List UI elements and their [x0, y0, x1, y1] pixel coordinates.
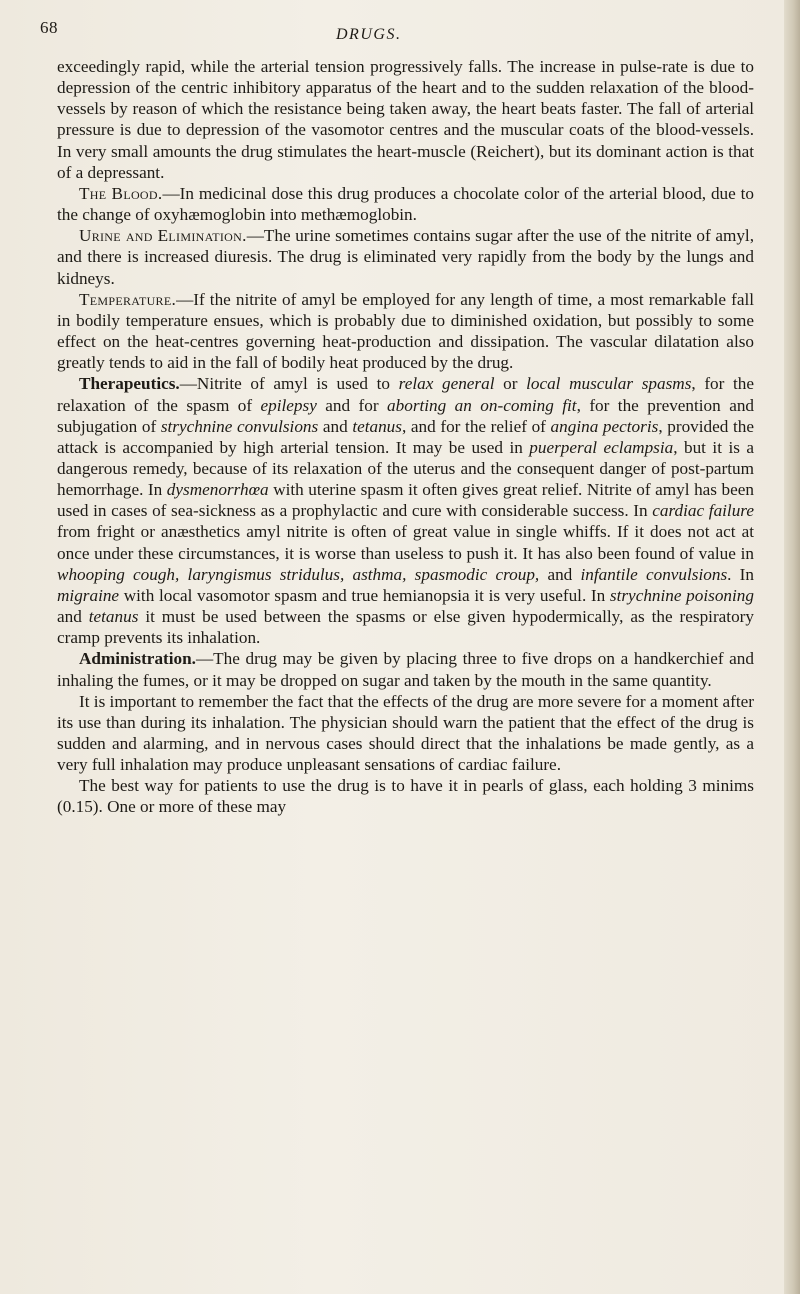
section-heading-temperature: Temperature.	[79, 289, 177, 309]
paragraph-important-note	[57, 691, 754, 776]
text-run: , for the relaxation of the spasm of	[57, 374, 755, 415]
emphasis-run: cardiac failure	[652, 501, 754, 521]
paragraph-text: —The drug may be given by placing three to five drops on a handkerchief and inhaling the fumes, or it may be dropped on sugar and taken by the mouth in the same quantity.	[57, 649, 754, 690]
emphasis-run: strychnine poisoning	[609, 585, 754, 605]
emphasis-run: epilepsy	[260, 395, 317, 415]
emphasis-run: aborting an on-coming fit	[387, 395, 577, 415]
text-run: or	[494, 374, 527, 394]
emphasis-run: infantile convulsions	[580, 564, 728, 584]
text-run: with uterine spasm it often gives great relief. Nitrite of amyl has been used in cases of sea-sickness as a prophylactic and cure with considerable success. In	[57, 480, 754, 521]
paragraph-text: —If the nitrite of amyl be employed for any length of time, a most remarkable fall in bodily temperature ensues, which is probably due to diminished oxidation, but possibly to some effect on the heat-centres governing heat-production and dissipation. The vascular dilatation also greatly tends to aid in the fall of bodily heat produced by the drug.	[57, 289, 754, 373]
paragraph-text: The best way for patients to use the drug is to have it in pearls of glass, each holding 3 minims (0.15). One or more of these may	[57, 776, 754, 817]
text-run: , for the prevention and subjugation of	[57, 395, 755, 436]
paragraph-text: exceedingly rapid, while the arterial tension progressively falls. The increase in pulse-rate is due to depression of the centric inhibitory apparatus of the heart and to the sudden relaxation of the blood-vessels by reason of which the resistance being taken away, the heart beats faster. The fall of arterial pressure is due to depression of the vasomotor centres and the muscular coats of the blood-vessels. In very small amounts the drug stimulates the heart-muscle (Reichert), but its dominant action is that of a depressant.	[57, 57, 754, 182]
emphasis-run: migraine	[57, 585, 120, 605]
text-run: from fright or anæsthetics amyl nitrite is often of great value in single whiffs. If it does not act at once under these circumstances, it is worse than useless to push it. It has also been found of value in	[57, 522, 754, 563]
emphasis-run: tetanus	[88, 607, 139, 627]
text-run: —Nitrite of amyl is used to	[179, 374, 399, 394]
text-run: , and for the relief of	[401, 416, 551, 436]
page-number: 68	[40, 18, 58, 37]
text-run: with local vasomotor spasm and true hemianopsia it is very useful. In	[119, 585, 610, 605]
text-run: , but it is a dangerous remedy, because of its relaxation of the uterus and the consequent danger of post-partum hemorrhage. In	[57, 437, 754, 500]
emphasis-run: angina pectoris	[550, 416, 659, 436]
body-text	[57, 56, 754, 818]
paragraph-therapeutics	[57, 373, 754, 648]
paragraph-best-way	[57, 775, 754, 817]
paragraph-text: —The urine sometimes contains sugar after the use of the nitrite of amyl, and there is increased diuresis. The drug is eliminated very rapidly from the body by the lungs and kidneys.	[57, 226, 754, 288]
section-heading-therapeutics: Therapeutics.	[79, 374, 180, 394]
emphasis-run: dysmenorrhœa	[166, 480, 269, 500]
running-head: DRUGS.	[336, 26, 402, 43]
paragraph-temperature	[57, 289, 754, 374]
text-run: . In	[727, 564, 754, 584]
section-heading-administration: Administration.	[79, 649, 196, 669]
text-run: and	[539, 564, 581, 584]
emphasis-run: whooping cough, laryngismus stridulus, asthma, spasmodic croup,	[57, 564, 540, 584]
emphasis-run: tetanus	[352, 416, 402, 436]
paragraph-text: —In medicinal dose this drug produces a chocolate color of the arterial blood, due to the change of oxyhæmoglobin into methæmoglobin.	[57, 183, 754, 225]
text-run: it must be used between the spasms or else given hypodermically, as the respiratory cramp prevents its inhalation.	[57, 607, 754, 648]
paragraph-heart-action	[57, 56, 754, 183]
text-run: and for	[316, 395, 388, 415]
text-run: , provided the attack is accompanied by high arterial tension. It may be used in	[57, 416, 754, 457]
section-heading-blood: The Blood.	[79, 183, 163, 203]
paragraph-text: It is important to remember the fact that the effects of the drug are more severe for a moment after its use than during its inhalation. The physician should warn the patient that the effect of the drug is sudden and alarming, and in nervous cases should direct that the inhalations be made gently, as a very full inhalation may produce unpleasant sensations of cardiac failure.	[57, 691, 754, 775]
section-heading-urine: Urine and Elimination.	[79, 226, 247, 246]
paragraph-administration	[57, 648, 754, 690]
paragraph-the-blood	[57, 183, 754, 225]
paragraph-urine-elimination	[57, 225, 754, 288]
emphasis-run: local muscular spasms	[526, 374, 692, 394]
text-run: and	[318, 416, 353, 436]
emphasis-run: strychnine convulsions	[160, 416, 319, 436]
emphasis-run: relax general	[398, 374, 495, 394]
emphasis-run: puerperal eclampsia	[529, 437, 674, 457]
page-edge	[784, 0, 800, 1294]
text-run: and	[57, 607, 89, 627]
